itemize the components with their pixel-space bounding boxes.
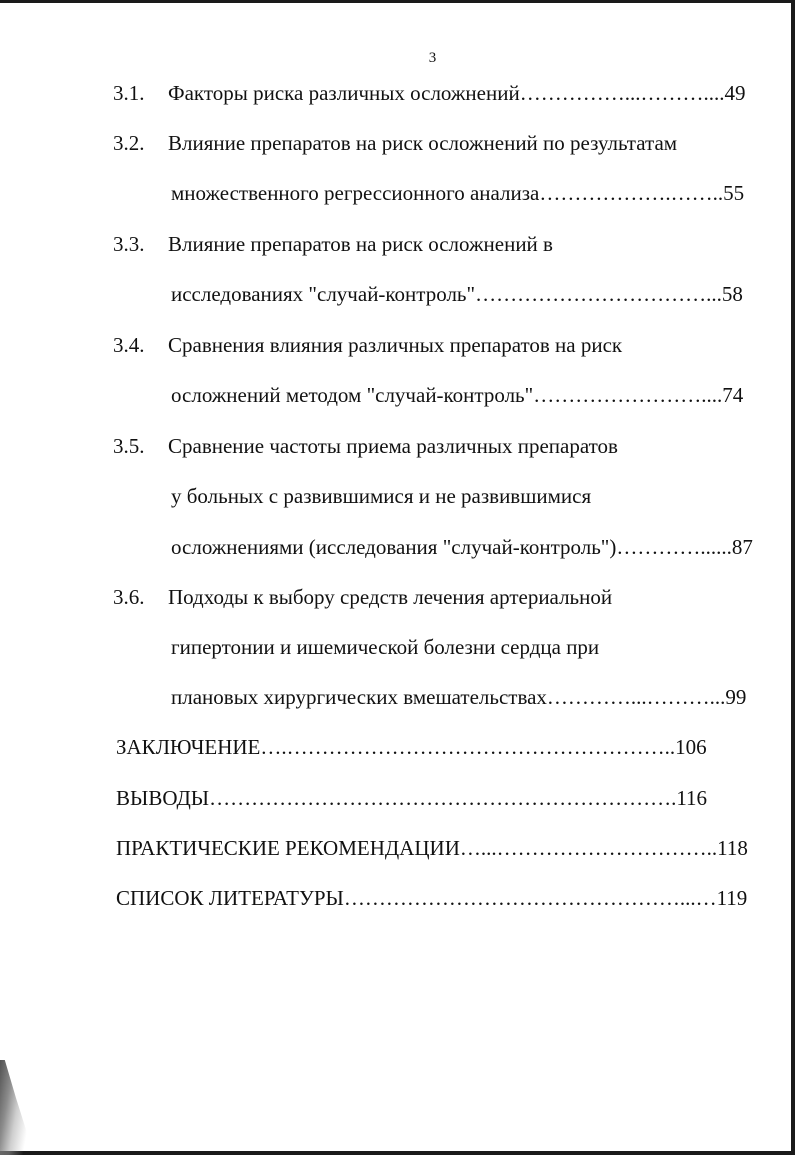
toc-entry-line: Сравнения влияния различных препаратов на риск <box>168 333 623 357</box>
toc-entry-line: Влияние препаратов на риск осложнений в <box>168 232 553 256</box>
scan-smudge <box>0 1060 40 1155</box>
toc-entry-line: Влияние препаратов на риск осложнений по результатам <box>168 131 678 155</box>
toc-section-recommendations: ПРАКТИЧЕСКИЕ РЕКОМЕНДАЦИИ…...…………………………..118 <box>116 836 748 860</box>
page-number: 3 <box>428 50 437 66</box>
toc-entry-line: исследованиях "случай-контроль"……………………………...58 <box>171 282 743 306</box>
toc-section-conclusion: ЗАКЛЮЧЕНИЕ….………………………………………………..106 <box>116 735 707 759</box>
scan-border-top <box>0 0 795 3</box>
toc-entry-line: Сравнение частоты приема различных препаратов <box>168 434 618 458</box>
toc-entry-number: 3.5. <box>113 434 145 458</box>
toc-entry-number: 3.2. <box>113 131 145 155</box>
scan-border-bottom <box>0 1151 795 1155</box>
toc-entry-line: у больных с развившимися и не развившимися <box>171 484 592 508</box>
toc-entry-line: Факторы риска различных осложнений……………...………....49 <box>168 81 746 105</box>
toc-entry-line: Подходы к выбору средств лечения артериальной <box>168 585 613 609</box>
toc-entry-line: осложнениями (исследования "случай-контроль")…………......87 <box>171 535 753 559</box>
toc-entry-line: осложнений методом "случай-контроль"……………………....74 <box>171 383 744 407</box>
toc-entry-line: плановых хирургических вмешательствах…………...………...99 <box>171 685 747 709</box>
toc-entry-number: 3.4. <box>113 333 145 357</box>
toc-entry-number: 3.1. <box>113 81 145 105</box>
toc-section-findings: ВЫВОДЫ………………………………………………………….116 <box>116 786 708 810</box>
toc-entry-number: 3.3. <box>113 232 145 256</box>
toc-entry-number: 3.6. <box>113 585 145 609</box>
toc-entry-line: гипертонии и ишемической болезни сердца при <box>171 635 600 659</box>
scan-border-right <box>791 0 795 1155</box>
toc-entry-line: множественного регрессионного анализа……………….……..55 <box>171 181 745 205</box>
toc-section-references: СПИСОК ЛИТЕРАТУРЫ…………………………………………...…119 <box>116 886 748 910</box>
